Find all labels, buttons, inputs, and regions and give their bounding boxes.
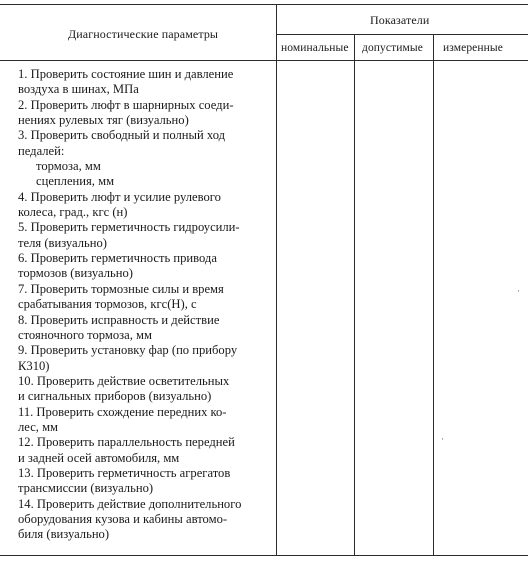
list-item: воздуха в шинах, МПа <box>18 82 139 97</box>
list-item: 11. Проверить схождение передних ко- <box>18 404 227 419</box>
list-item: оборудования кузова и кабины автомо- <box>18 511 228 526</box>
list-item: К310) <box>18 358 50 373</box>
allowed-column-header: допустимые <box>362 42 423 54</box>
list-item: 6. Проверить герметичность привода <box>18 251 217 266</box>
scan-speck: · <box>441 434 444 444</box>
params-column-header: Диагностические параметры <box>68 27 219 41</box>
list-item: трансмиссии (визуально) <box>18 481 154 496</box>
list-item: 7. Проверить тормозные силы и время <box>18 281 224 296</box>
list-item: и сигнальных приборов (визуально) <box>18 389 212 404</box>
list-item: 4. Проверить люфт и усилие рулевого <box>18 189 221 204</box>
list-item: 5. Проверить герметичность гидроусили- <box>18 220 240 235</box>
list-item: биля (визуально) <box>18 527 110 542</box>
list-item: 14. Проверить действие дополнительного <box>18 496 242 511</box>
scan-speck: · <box>517 286 520 296</box>
list-item: теля (визуально) <box>18 235 107 250</box>
list-item: 2. Проверить люфт в шарнирных соеди- <box>18 97 234 112</box>
allowed-column-divider <box>433 34 434 556</box>
nominal-column-divider <box>354 34 355 556</box>
list-item: сцепления, мм <box>36 174 115 189</box>
params-column-divider <box>276 4 277 556</box>
list-item: 9. Проверить установку фар (по прибору <box>18 343 238 358</box>
list-item: 8. Проверить исправность и действие <box>18 312 220 327</box>
parameters-list <box>18 67 274 543</box>
indicators-group-header: Показатели <box>370 13 430 27</box>
group-header-divider <box>276 34 528 35</box>
list-item: срабатывания тормозов, кгс(Н), с <box>18 297 197 312</box>
list-item: тормоза, мм <box>36 159 101 174</box>
list-item: 1. Проверить состояние шин и давление <box>18 67 234 81</box>
table-top-border <box>0 4 528 5</box>
list-item: стояночного тормоза, мм <box>18 327 152 342</box>
list-item: 10. Проверить действие осветительных <box>18 373 230 388</box>
list-item: нениях рулевых тяг (визуально) <box>18 113 189 128</box>
header-bottom-border <box>0 60 528 61</box>
list-item: тормозов (визуально) <box>18 266 133 281</box>
list-item: лес, мм <box>18 419 59 434</box>
table-bottom-border <box>0 555 528 556</box>
list-item: и задней осей автомобиля, мм <box>18 450 180 465</box>
list-item: 3. Проверить свободный и полный ход <box>18 128 226 143</box>
nominal-column-header: номинальные <box>281 42 349 54</box>
list-item: 13. Проверить герметичность агрегатов <box>18 465 231 480</box>
list-item: 12. Проверить параллельность передней <box>18 435 235 450</box>
list-item: педалей: <box>18 143 65 158</box>
measured-column-header: измеренные <box>443 42 503 54</box>
list-item: колеса, град., кгс (н) <box>18 205 128 220</box>
